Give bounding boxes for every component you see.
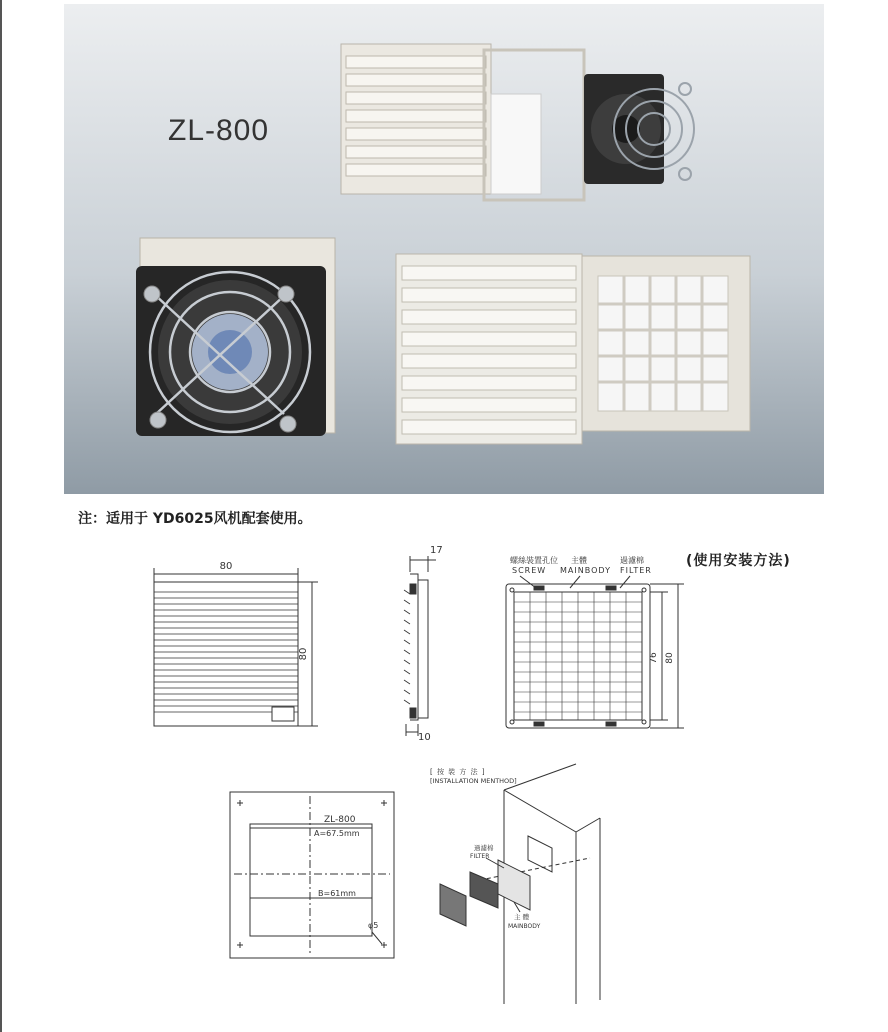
rear-filter-en: FILTER xyxy=(620,566,652,575)
installation-filter-en: FILTER xyxy=(470,853,490,860)
installation-title-cn: [ 按 裝 方 法 ] xyxy=(430,768,486,776)
rear-view-drawing xyxy=(506,576,684,728)
side-view-drawing xyxy=(404,556,436,736)
cutout-b-dim: B=61mm xyxy=(318,889,356,898)
installation-mainbody-cn: 主 體 xyxy=(514,913,530,921)
front-height-dim: 80 xyxy=(298,647,309,661)
rear-screw-cn: 螺絲裝置孔位 xyxy=(510,556,558,565)
install-method-label: (使用安装方法) xyxy=(686,553,791,569)
cutout-model: ZL-800 xyxy=(324,815,356,825)
usage-note: 注：适用于 YD6025风机配套使用。 xyxy=(78,511,312,527)
front-width-dim: 80 xyxy=(219,561,233,572)
rear-outer-dim: 80 xyxy=(665,652,675,664)
cutout-a-dim: A=67.5mm xyxy=(314,829,360,838)
rear-inner-dim: 76 xyxy=(649,652,659,664)
rear-filter-cn: 過濾棉 xyxy=(620,556,644,565)
cutout-drawing xyxy=(230,792,394,958)
rear-screw-en: SCREW xyxy=(512,566,547,575)
side-depth-dim-top: 17 xyxy=(430,545,443,556)
model-label: ZL-800 xyxy=(168,114,270,147)
rear-mainbody-cn: 主體 xyxy=(571,556,587,565)
installation-mainbody-en: MAINBODY xyxy=(508,923,541,930)
installation-diagram xyxy=(440,764,600,1004)
rear-mainbody-en: MAINBODY xyxy=(560,566,611,575)
side-depth-dim-bottom: 10 xyxy=(418,732,431,743)
installation-title-en: [INSTALLATION MENTHOD] xyxy=(430,777,517,785)
cutout-hole-dim: φ5 xyxy=(368,921,379,930)
installation-filter-cn: 過濾棉 xyxy=(474,844,494,852)
front-view-drawing xyxy=(154,568,318,726)
